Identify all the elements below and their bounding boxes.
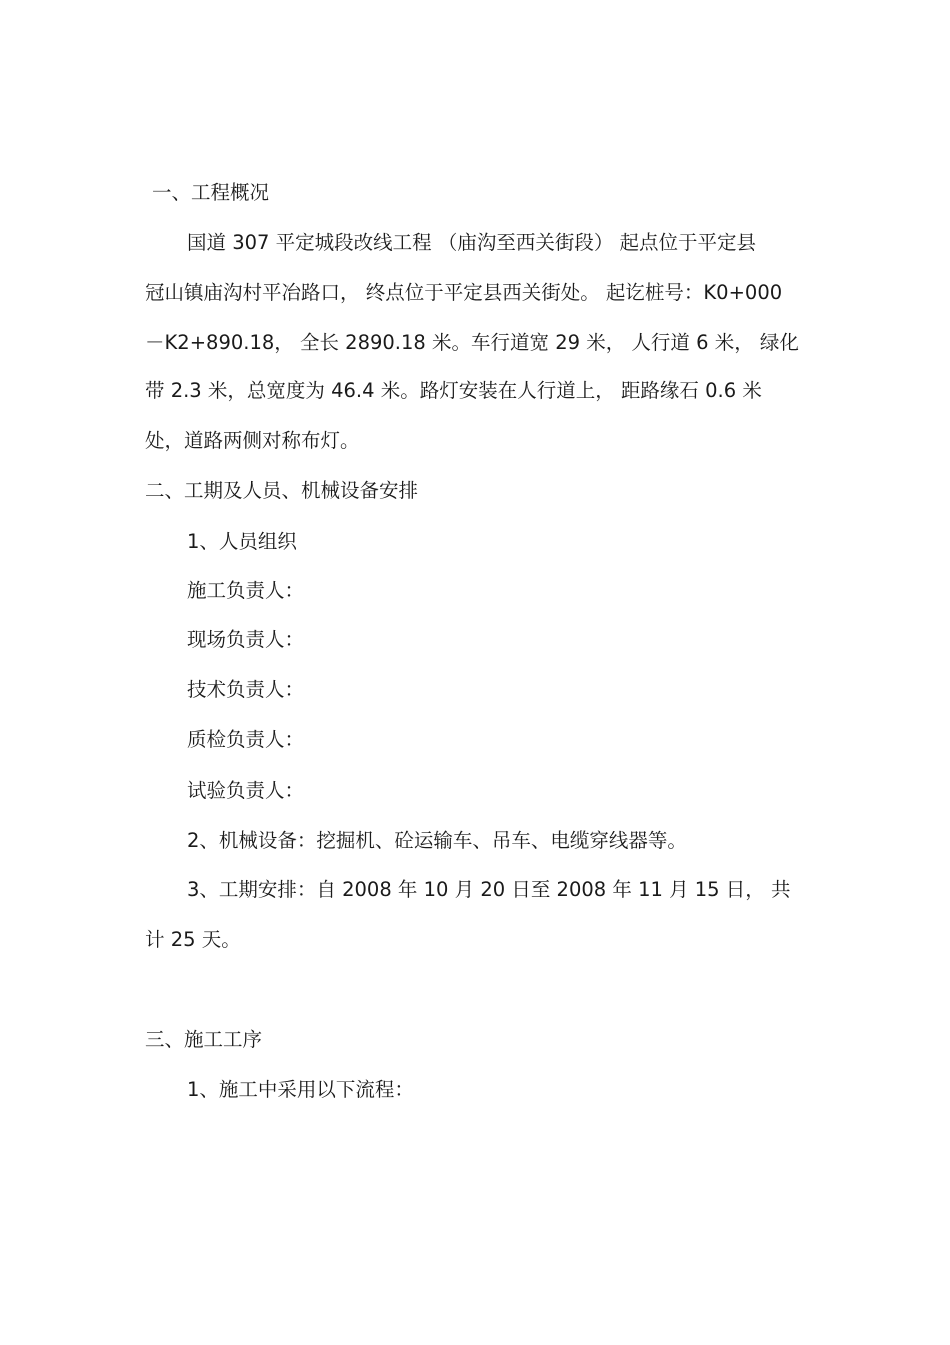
section-heading-procedure: 三、施工工序 [145, 1028, 263, 1051]
paragraph-line-3: －K2+890.18， 全长 2890.18 米。车行道宽 29 米， 人行道 6 米， 绿化 [145, 331, 799, 354]
paragraph-line-4: 带 2.3 米，总宽度为 46.4 米。路灯安装在人行道上， 距路缘石 0.6 米 [145, 379, 762, 402]
section-heading-overview: 一、工程概况 [152, 181, 270, 204]
subheading-equipment: 2、机械设备：挖掘机、砼运输车、吊车、电缆穿线器等。 [187, 829, 687, 852]
schedule-line-2: 计 25 天。 [145, 928, 241, 951]
role-site-lead: 现场负责人： [187, 628, 305, 651]
subheading-workflow: 1、施工中采用以下流程： [187, 1078, 414, 1101]
paragraph-line-5: 处，道路两侧对称布灯。 [145, 429, 360, 452]
subheading-personnel: 1、人员组织 [187, 530, 297, 553]
role-construction-lead: 施工负责人： [187, 579, 305, 602]
role-testing-lead: 试验负责人： [187, 779, 305, 802]
schedule-line-1: 3、工期安排：自 2008 年 10 月 20 日至 2008 年 11 月 15 日， 共 [187, 878, 791, 901]
role-technical-lead: 技术负责人： [187, 678, 305, 701]
role-quality-lead: 质检负责人： [187, 728, 305, 751]
section-heading-schedule: 二、工期及人员、机械设备安排 [145, 479, 419, 502]
paragraph-line-1: 国道 307 平定城段改线工程 （庙沟至西关街段） 起点位于平定县 [187, 231, 757, 254]
paragraph-line-2: 冠山镇庙沟村平冶路口， 终点位于平定县西关街处。 起讫桩号：K0+000 [145, 281, 783, 304]
